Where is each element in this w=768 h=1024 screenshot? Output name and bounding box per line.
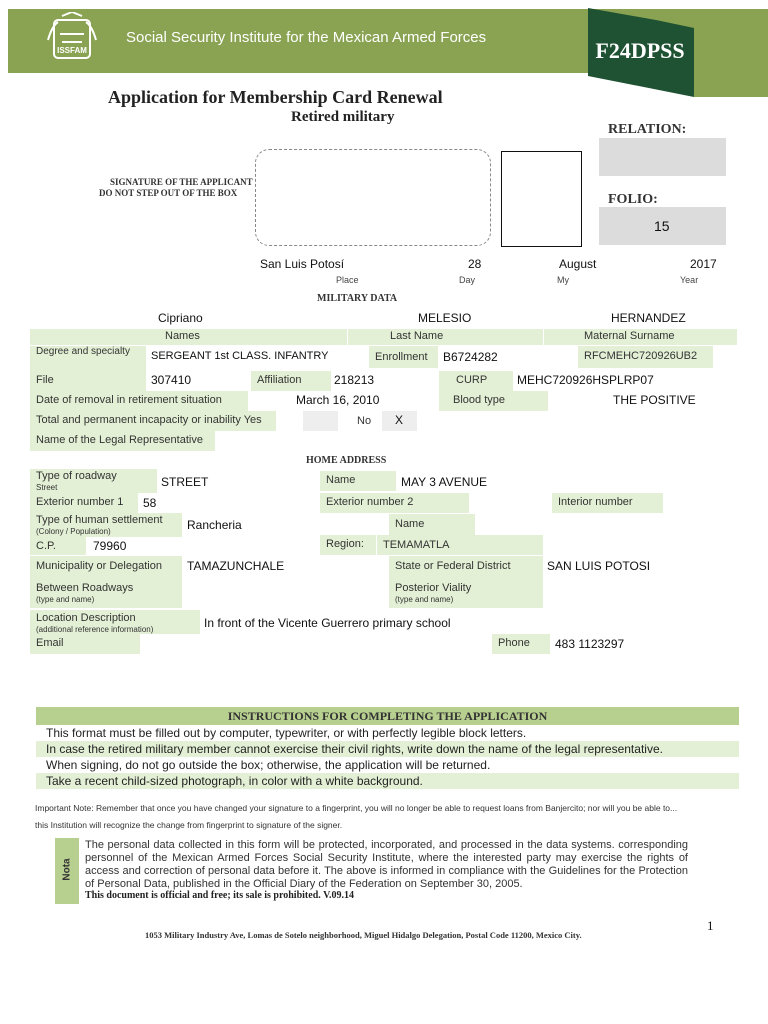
exterior-number-1-value[interactable]: 58 <box>143 496 157 510</box>
place-value: San Luis Potosí <box>260 257 345 271</box>
year-value: 2017 <box>690 257 717 271</box>
form-subtitle: Retired military <box>291 109 395 125</box>
incapacity-label: Total and permanent incapacity or inability Yes <box>30 411 276 431</box>
relation-field[interactable] <box>599 138 726 176</box>
municipality-value[interactable]: TAMAZUNCHALE <box>187 559 285 573</box>
posterior-viality-label <box>389 578 543 608</box>
posterior-viality-label-text: Posterior Viality <box>395 582 472 594</box>
settlement-type-label-text: Type of human settlement <box>36 514 163 526</box>
institute-name: Social Security Institute for the Mexican Armed Forces <box>126 29 487 46</box>
page-number: 1 <box>707 918 714 933</box>
place-label: Place <box>336 275 359 285</box>
instruction-item: This format must be filled out by computer, typewriter, or with perfectly legible block letters. <box>36 725 739 741</box>
signature-instruction-1: SIGNATURE OF THE APPLICANT <box>110 177 253 187</box>
instructions-heading: INSTRUCTIONS FOR COMPLETING THE APPLICATION <box>36 707 739 725</box>
maternal-surname-value: HERNANDEZ <box>611 311 686 325</box>
affiliation-value[interactable]: 218213 <box>334 373 375 387</box>
location-description-sublabel: (additional reference information) <box>36 625 154 634</box>
degree-specialty-value[interactable]: SERGEANT 1st CLASS. INFANTRY <box>151 350 329 362</box>
municipality-label: Municipality or Delegation <box>30 556 182 578</box>
last-name-label: Last Name <box>348 329 543 345</box>
settlement-type-sublabel: (Colony / Population) <box>36 527 111 536</box>
incapacity-yes-box[interactable] <box>303 411 338 431</box>
email-label: Email <box>30 634 140 654</box>
day-label: Day <box>459 275 476 285</box>
affiliation-label: Affiliation <box>251 371 331 391</box>
photo-box[interactable] <box>501 151 582 247</box>
curp-label: CURP <box>439 371 513 391</box>
legal-representative-label: Name of the Legal Representative <box>30 431 215 451</box>
posterior-viality-sublabel: (type and name) <box>395 595 454 604</box>
year-label: Year <box>680 275 699 285</box>
footer-address: 1053 Military Industry Ave, Lomas de Sotelo neighborhood, Miguel Hidalgo Delegation, Postal Code 11200, Mexico City. <box>145 930 582 940</box>
curp-value[interactable]: MEHC720926HSPLRP07 <box>517 373 654 387</box>
roadway-type-label <box>30 469 157 493</box>
names-value: Cipriano <box>158 311 203 325</box>
roadway-type-label-text: Type of roadway <box>36 470 117 482</box>
logo-text: ISSFAM <box>57 46 87 55</box>
month-value: August <box>559 257 597 271</box>
form-code: F24DPSS <box>595 38 685 63</box>
form-title: Application for Membership Card Renewal <box>108 87 443 107</box>
instruction-item: Take a recent child-sized photograph, in color with a white background. <box>36 773 739 789</box>
privacy-notice: The personal data collected in this form will be protected, incorporated, and processed in the data systems. corresponding personnel of the Mexican Armed Forces Social Security Institute, where the interested party may exercise the rights of access and correction of personal data before it. The above is informed in compliance with the Guidelines for the Protection of Personal Data, published in the Official Diary of the Federation on September 30, 2005. <box>85 839 688 890</box>
rfc-field[interactable]: RFCMEHC720926UB2 <box>578 346 713 368</box>
signature-instruction-2: DO NOT STEP OUT OF THE BOX <box>99 188 238 198</box>
roadway-type-value[interactable]: STREET <box>161 475 209 489</box>
roadway-type-sublabel: Street <box>36 483 58 492</box>
location-description-value[interactable]: In front of the Vicente Guerrero primary school <box>204 616 451 630</box>
instruction-item: In case the retired military member cannot exercise their civil rights, write down the name of the legal representative. <box>36 741 739 757</box>
important-note-line-1: Important Note: Remember that once you have changed your signature to a fingerprint, you will no longer be able to request loans from Banjercito; nor will you be able to... <box>35 803 678 813</box>
exterior-number-2-label: Exterior number 2 <box>320 493 469 513</box>
nota-tab-label: Nota <box>61 858 73 881</box>
removal-date-label: Date of removal in retirement situation <box>30 391 248 411</box>
blood-type-value[interactable]: THE POSITIVE <box>613 393 696 407</box>
relation-label: RELATION: <box>608 122 687 137</box>
settlement-type-value[interactable]: Rancheria <box>187 518 242 532</box>
folio-label: FOLIO: <box>608 192 658 207</box>
cp-value[interactable]: 79960 <box>93 539 127 553</box>
last-name-value: MELESIO <box>418 311 472 325</box>
location-description-label-text: Location Description <box>36 612 136 624</box>
location-description-label <box>30 610 200 634</box>
between-roadways-sublabel: (type and name) <box>36 595 95 604</box>
between-roadways-label <box>30 578 182 608</box>
street-name-label: Name <box>320 471 396 491</box>
incapacity-no-mark: X <box>395 413 404 427</box>
removal-date-value[interactable]: March 16, 2010 <box>296 393 380 407</box>
day-value: 28 <box>468 257 482 271</box>
state-value[interactable]: SAN LUIS POTOSI <box>547 559 651 573</box>
maternal-surname-label: Maternal Surname <box>544 329 737 345</box>
region-value: TEMAMATLA <box>383 539 450 551</box>
exterior-number-1-label: Exterior number 1 <box>30 493 138 513</box>
month-label: My <box>557 275 569 285</box>
degree-specialty-label: Degree and specialty <box>30 346 146 372</box>
folio-value: 15 <box>654 218 670 234</box>
state-label: State or Federal District <box>389 556 543 578</box>
region-label: Region: <box>320 535 376 555</box>
header-right-block <box>694 30 768 97</box>
interior-number-label: Interior number <box>552 493 663 513</box>
settlement-name-label: Name <box>389 514 475 536</box>
phone-value[interactable]: 483 1123297 <box>555 637 625 651</box>
enrollment-value[interactable]: B6724282 <box>443 350 498 364</box>
instruction-item: When signing, do not go outside the box; otherwise, the application will be returned. <box>36 757 739 773</box>
important-note-line-2: this Institution will recognize the change from fingerprint to signature of the signer. <box>35 820 343 830</box>
official-document-note: This document is official and free; its sale is prohibited. V.09.14 <box>85 890 355 901</box>
file-value[interactable]: 307410 <box>151 373 192 387</box>
incapacity-no-label: No <box>357 415 372 427</box>
cp-label: C.P. <box>30 537 86 555</box>
issfam-logo <box>44 12 100 64</box>
settlement-type-label <box>30 513 182 537</box>
file-label: File <box>30 371 146 391</box>
names-label: Names <box>30 329 347 345</box>
between-roadways-label-text: Between Roadways <box>36 582 134 594</box>
phone-label: Phone <box>492 634 550 654</box>
street-name-value[interactable]: MAY 3 AVENUE <box>401 475 488 489</box>
home-address-heading: HOME ADDRESS <box>306 455 387 466</box>
enrollment-label: Enrollment <box>369 346 438 368</box>
signature-box[interactable] <box>255 149 491 246</box>
blood-type-label: Blood type <box>439 391 548 411</box>
military-data-heading: MILITARY DATA <box>317 293 398 304</box>
